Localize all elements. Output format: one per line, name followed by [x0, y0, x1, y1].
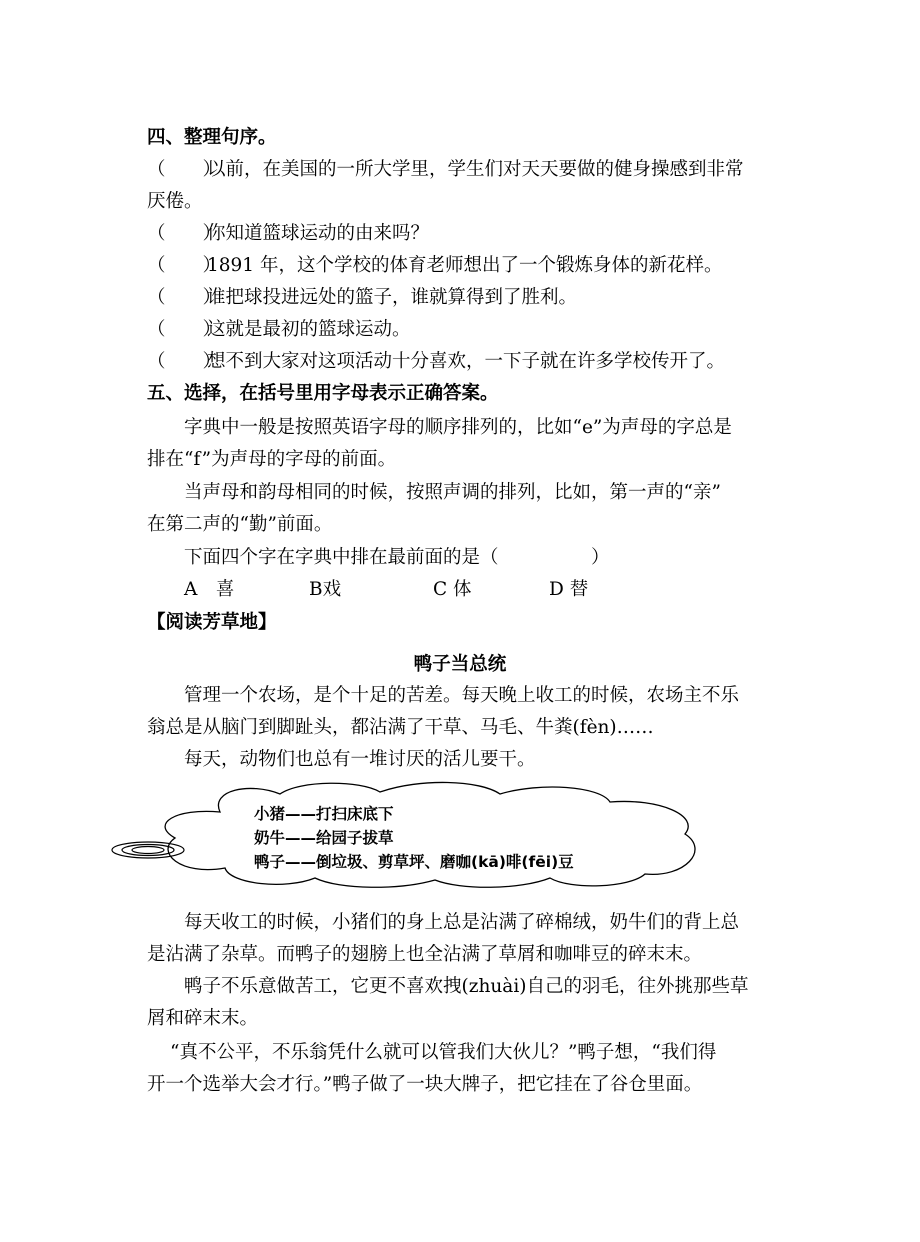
sentence-item-1 — [147, 158, 744, 182]
answer-paren[interactable]: （ ） — [147, 351, 222, 372]
question-line: 下面四个字在字典中排在最前面的是（ ） — [184, 547, 610, 568]
paragraph-line: 排在“f”为声母的字母的前面。 — [147, 449, 397, 470]
paragraph-line: 每天，动物们也总有一堆讨厌的活儿要干。 — [184, 749, 536, 770]
paragraph-line: 在第二声的“勤”前面。 — [147, 514, 333, 535]
sentence-text: 1891 年，这个学校的体育老师想出了一个锻炼身体的新花样。 — [207, 255, 723, 276]
section5-heading: 五、选择，在括号里用字母表示正确答案。 — [147, 383, 499, 404]
paragraph-line: “真不公平，不乐翁凭什么就可以管我们大伙儿？”鸭子想，“我们得 — [170, 1042, 717, 1063]
sentence-item-4 — [147, 286, 577, 310]
paragraph-line: 翁总是从脑门到脚趾头，都沾满了干草、马毛、牛粪(fèn)…… — [147, 717, 654, 738]
cloud-shape — [100, 780, 740, 890]
paragraph-line: 每天收工的时候，小猪们的身上总是沾满了碎棉绒，奶牛们的背上总 — [184, 912, 740, 933]
paragraph-line: 屑和碎末末。 — [147, 1008, 259, 1029]
paragraph-line: 是沾满了杂草。而鸭子的翅膀上也全沾满了草屑和咖啡豆的碎末末。 — [147, 944, 703, 965]
sentence-item-6 — [147, 350, 725, 374]
answer-paren[interactable]: （ ） — [147, 223, 222, 244]
sentence-item-2 — [147, 222, 429, 246]
cloud-line: 奶牛——给园子拔草 — [254, 829, 394, 847]
paragraph-line: 开一个选举大会才行。”鸭子做了一块大牌子，把它挂在了谷仓里面。 — [147, 1074, 703, 1095]
paragraph-line: 字典中一般是按照英语字母的顺序排列的，比如“e”为声母的字总是 — [184, 417, 732, 438]
sentence-text: 这就是最初的篮球运动。 — [207, 319, 411, 340]
sentence-item-3 — [147, 254, 722, 278]
answer-paren[interactable]: （ ） — [147, 319, 222, 340]
paragraph-line: 管理一个农场，是个十足的苦差。每天晚上收工的时候，农场主不乐 — [184, 685, 740, 706]
option-c[interactable]: C 体 — [433, 579, 472, 600]
cloud-line: 小猪——打扫床底下 — [254, 805, 394, 823]
answer-paren[interactable]: （ ） — [147, 159, 222, 180]
paragraph-line: 鸭子不乐意做苦工，它更不喜欢拽(zhuài)自己的羽毛，往外挑那些草 — [184, 976, 749, 997]
sentence-text: 想不到大家对这项活动十分喜欢，一下子就在许多学校传开了。 — [207, 351, 726, 372]
answer-paren[interactable]: （ ） — [147, 255, 222, 276]
option-b[interactable]: B戏 — [309, 579, 342, 600]
sentence-item-1-cont: 厌倦。 — [147, 191, 203, 212]
paragraph-line: 当声母和韵母相同的时候，按照声调的排列，比如，第一声的“亲” — [184, 482, 721, 503]
option-a[interactable]: A 喜 — [184, 579, 235, 600]
sentence-item-5 — [147, 318, 411, 342]
sentence-text: 你知道篮球运动的由来吗？ — [207, 223, 430, 244]
options-row — [184, 578, 588, 602]
answer-paren[interactable]: （ ） — [147, 287, 222, 308]
sentence-text: 以前，在美国的一所大学里，学生们对天天要做的健身操感到非常 — [207, 159, 744, 180]
cloud-line: 鸭子——倒垃圾、剪草坪、磨咖(kā)啡(fēi)豆 — [254, 853, 574, 871]
section4-heading: 四、整理句序。 — [147, 127, 277, 148]
story-title: 鸭子当总统 — [413, 654, 507, 675]
reading-section-label: 【阅读芳草地】 — [147, 612, 277, 633]
sentence-text: 谁把球投进远处的篮子，谁就算得到了胜利。 — [207, 287, 578, 308]
option-d[interactable]: D 替 — [549, 579, 589, 600]
